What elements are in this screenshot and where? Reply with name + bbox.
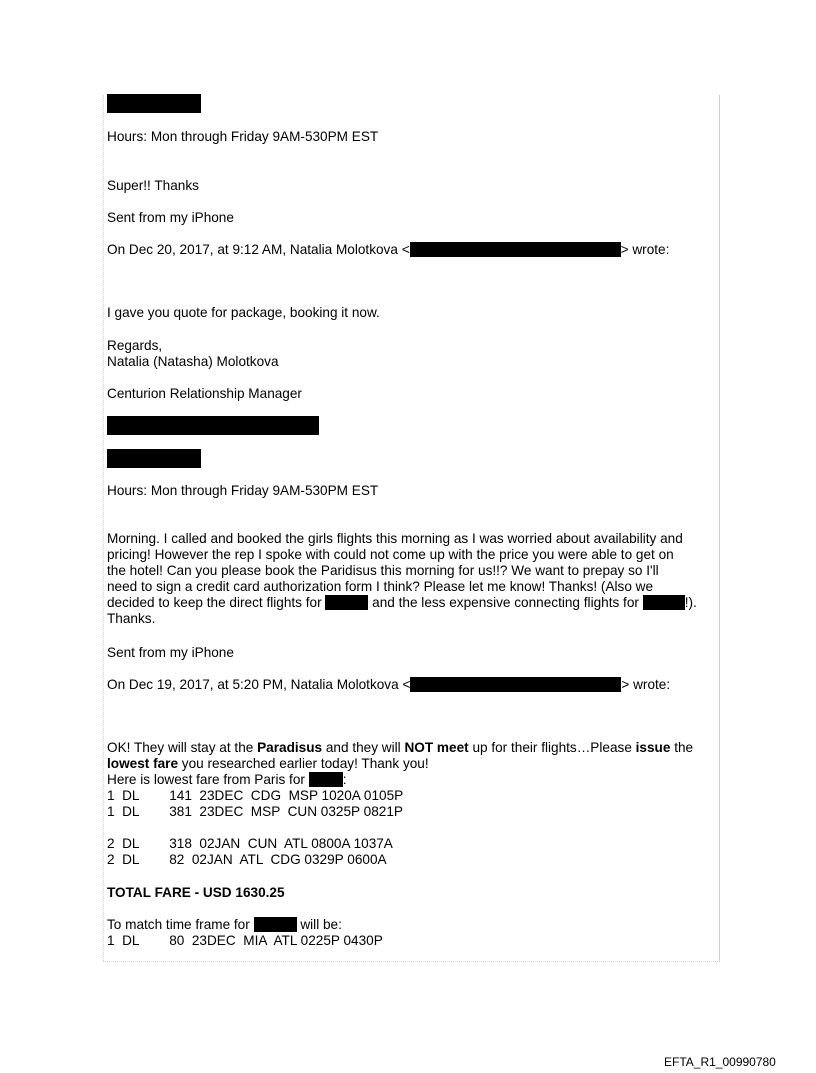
message-line: need to sign a credit card authorization form I think? Please let me know! Thanks! (Also we — [107, 579, 654, 594]
hotel-name: Paradisus — [257, 740, 323, 755]
message-line — [107, 595, 719, 611]
message-fragment: decided to keep the direct flights for — [107, 595, 326, 610]
frame-left-border — [103, 95, 104, 961]
message-fragment: up for their flights…Please — [468, 740, 636, 755]
sent-from-iphone: Sent from my iPhone — [107, 210, 234, 225]
emphasis-text: lowest fare — [107, 756, 179, 771]
header-text: On Dec 20, 2017, at 9:12 AM, Natalia Molotkova < — [107, 242, 410, 257]
redaction-block — [107, 416, 319, 435]
itinerary-message — [107, 740, 719, 868]
emphasis-text: issue — [635, 740, 671, 755]
hours-line: Hours: Mon through Friday 9AM-530PM EST — [107, 129, 379, 144]
redacted-name — [254, 917, 297, 932]
message-line: Thanks. — [107, 611, 156, 626]
signature-name: Natalia (Natasha) Molotkova — [107, 354, 279, 369]
redacted-email — [410, 677, 621, 692]
message-fragment: : — [342, 772, 347, 787]
sent-from-iphone: Sent from my iPhone — [107, 645, 234, 660]
header-text: > wrote: — [620, 242, 670, 257]
header-text: On Dec 19, 2017, at 5:20 PM, Natalia Molotkova < — [107, 677, 411, 692]
message-line: Morning. I called and booked the girls flights this morning as I was worried about availability and — [107, 531, 683, 546]
message-line: pricing! However the rep I spoke with could not come up with the price you were able to get on — [107, 547, 674, 562]
redacted-name — [325, 595, 368, 610]
redaction-block — [107, 449, 201, 468]
message-line — [107, 772, 719, 788]
redacted-name — [309, 772, 343, 787]
message-fragment: OK! They will stay at the — [107, 740, 258, 755]
message-line — [107, 756, 719, 772]
quoted-header — [107, 242, 669, 258]
signature-title: Centurion Relationship Manager — [107, 386, 302, 401]
flight-row: 2 DL 82 02JAN ATL CDG 0329P 0600A — [107, 852, 387, 867]
redacted-name — [643, 595, 685, 610]
emphasis-text: NOT meet — [404, 740, 469, 755]
flight-row: 2 DL 318 02JAN CUN ATL 0800A 1037A — [107, 836, 393, 851]
message-fragment: and they will — [322, 740, 405, 755]
flight-row: 1 DL 80 23DEC MIA ATL 0225P 0430P — [107, 933, 383, 948]
redacted-email — [410, 242, 621, 257]
message-body — [107, 531, 719, 627]
message-fragment: Here is lowest fare from Paris for — [107, 772, 309, 787]
message-fragment: !). — [684, 595, 697, 610]
quoted-header — [107, 677, 670, 693]
message-fragment: the — [670, 740, 694, 755]
redaction-block — [107, 94, 201, 113]
flight-row: 1 DL 141 23DEC CDG MSP 1020A 0105P — [107, 788, 404, 803]
reply-text: Super!! Thanks — [107, 178, 199, 193]
message-fragment: and the less expensive connecting flights for — [368, 595, 643, 610]
document-id: EFTA_R1_00990780 — [664, 1055, 776, 1069]
message-fragment: you researched earlier today! Thank you! — [178, 756, 429, 771]
message-fragment: To match time frame for — [107, 917, 254, 932]
spacer — [107, 820, 719, 836]
message-line: the hotel! Can you please book the Paridisus this morning for us!!? We want to prepay so I'll — [107, 563, 659, 578]
message-line — [107, 740, 719, 756]
header-text: > wrote: — [621, 677, 671, 692]
total-fare: TOTAL FARE - USD 1630.25 — [107, 885, 285, 900]
match-line — [107, 917, 342, 933]
signature-regards: Regards, — [107, 338, 163, 353]
hours-line: Hours: Mon through Friday 9AM-530PM EST — [107, 483, 379, 498]
message-text: I gave you quote for package, booking it now. — [107, 305, 380, 320]
message-fragment: will be: — [296, 917, 342, 932]
flight-row: 1 DL 381 23DEC MSP CUN 0325P 0821P — [107, 804, 403, 819]
